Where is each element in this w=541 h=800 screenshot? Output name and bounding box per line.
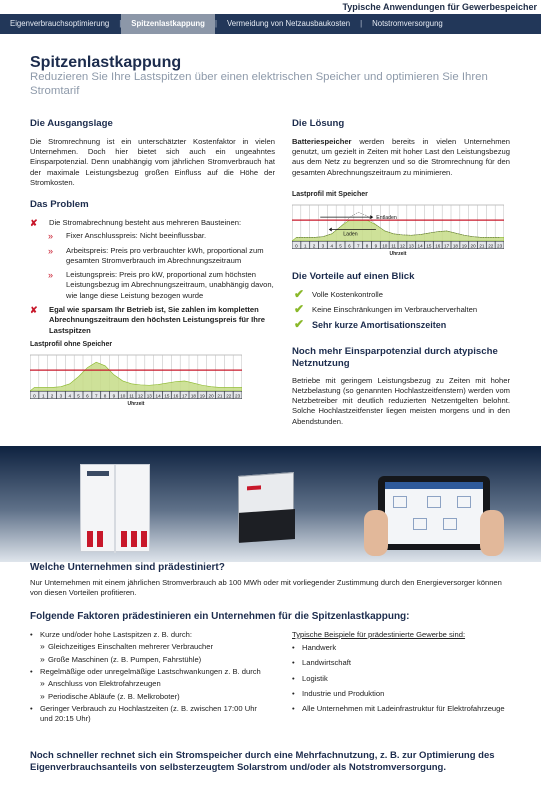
factor-item: • Regelmäßige oder unregelmäßige Lastschwankungen z. B. durch bbox=[30, 667, 270, 677]
tick-label: 15 bbox=[164, 393, 170, 399]
tick-label: 23 bbox=[497, 243, 503, 249]
example-item: • Handwerk bbox=[292, 643, 512, 653]
tick-label: 21 bbox=[217, 393, 223, 399]
tab-notstrom[interactable]: Notstromversorgung bbox=[372, 19, 443, 28]
tick-label: 14 bbox=[417, 243, 423, 249]
double-chevron-icon: » bbox=[48, 270, 54, 281]
tick-label: 6 bbox=[348, 243, 351, 249]
tick-label: 13 bbox=[146, 393, 152, 399]
inverter-image bbox=[238, 472, 294, 542]
factor-subitem: » Große Maschinen (z. B. Pumpen, Fahrstühle) bbox=[40, 653, 202, 664]
vorteil-item: ✔ Sehr kurze Amortisationszeiten bbox=[294, 316, 447, 331]
tick-label: 17 bbox=[182, 393, 188, 399]
tick-label: 2 bbox=[50, 393, 54, 399]
tick-label: 2 bbox=[312, 243, 316, 249]
check-icon: ✔ bbox=[294, 286, 305, 301]
nav-separator: | bbox=[214, 18, 217, 28]
tick-label: 17 bbox=[444, 243, 450, 249]
tick-label: 10 bbox=[120, 393, 126, 399]
tick-label: 18 bbox=[452, 243, 458, 249]
tick-label: 4 bbox=[330, 243, 334, 249]
nav-separator: | bbox=[360, 18, 363, 28]
factor-subitem: » Periodische Abläufe (z. B. Melkroboter) bbox=[40, 690, 180, 701]
tick-label: 18 bbox=[190, 393, 196, 399]
tab-spitzenlast[interactable]: Spitzenlastkappung bbox=[121, 14, 215, 34]
right-column bbox=[292, 118, 510, 427]
tick-label: 3 bbox=[59, 393, 63, 399]
problem-heading: Das Problem bbox=[30, 199, 89, 211]
vorteil-item: ✔ Volle Kostenkontrolle bbox=[294, 286, 383, 301]
check-icon: ✔ bbox=[294, 316, 305, 331]
tab-eigenverbrauch[interactable]: Eigenverbrauchsoptimierung bbox=[10, 19, 110, 28]
tick-label: 1 bbox=[303, 243, 307, 249]
problem-conclusion: ✘ Egal wie sparsam Ihr Betrieb ist, Sie zahlen im kompletten Abrechnungszeitraum den höchsten Leistungspreis für Ihre Lastspitzen bbox=[30, 305, 266, 335]
tick-label: 1 bbox=[41, 393, 45, 399]
left-column bbox=[30, 118, 275, 415]
chart1-title: Lastprofil ohne Speicher bbox=[30, 341, 113, 348]
problem-item: » Leistungspreis: Preis pro kW, proportional zum höchsten Leistungsbezug im Abrechnungszeitraum, unabhängig davon, wie lange diese Leistung bezogen wurde bbox=[48, 270, 274, 300]
tick-label: 19 bbox=[199, 393, 205, 399]
product-band bbox=[0, 446, 541, 562]
load-profile-chart-with-storage bbox=[292, 199, 504, 261]
tick-label: 12 bbox=[399, 243, 405, 249]
faktoren-heading: Folgende Faktoren prädestinieren ein Unternehmen für die Spitzenlastkappung: bbox=[30, 611, 410, 622]
x-axis-label: Uhrzeit bbox=[127, 401, 145, 408]
praedestiniert-text: Nur Unternehmen mit einem jährlichen Stromverbrauch ab 100 MWh oder mit vorliegender Zustimmung durch den Energieversorger können von diesen Vorteilen profitieren. bbox=[30, 578, 502, 598]
tick-label: 4 bbox=[68, 393, 72, 399]
netznutzung-heading: Noch mehr Einsparpotenzial durch atypische Netznutzung bbox=[292, 345, 498, 369]
cross-icon: ✘ bbox=[30, 217, 38, 228]
loesung-heading: Die Lösung bbox=[292, 118, 345, 129]
netznutzung-text: Betriebe mit geringem Leistungsbezug zu Zeiten mit hoher Netzbelastung (so genannten Hochlastzeitfenstern) werden vom Netzbetreiber mit deutlich reduzierten Netzentgelten belohnt. Solche Hochlastzeitfenster liegen meisten morgens und in den Abendstunden. bbox=[292, 375, 510, 426]
tick-label: 15 bbox=[426, 243, 432, 249]
tab-netzausbau[interactable]: Vermeidung von Netzausbaukosten bbox=[226, 19, 351, 28]
example-item: • Alle Unternehmen mit Ladeinfrastruktur für Elektrofahrzeuge bbox=[292, 704, 512, 714]
double-chevron-icon: » bbox=[48, 231, 54, 242]
header-title: Typische Anwendungen für Gewerbespeicher bbox=[342, 2, 537, 12]
hand-right-image bbox=[480, 510, 504, 556]
tick-label: 5 bbox=[339, 243, 342, 249]
example-item: • Landwirtschaft bbox=[292, 658, 512, 668]
problem-item: » Arbeitspreis: Preis pro verbrauchter kWh, proportional zum gesamten Stromverbrauch im Abrechnungszeitraum bbox=[48, 245, 264, 265]
check-icon: ✔ bbox=[294, 301, 305, 316]
tick-label: 22 bbox=[488, 243, 494, 249]
tick-label: 16 bbox=[435, 243, 441, 249]
tick-label: 10 bbox=[382, 243, 388, 249]
top-nav bbox=[0, 14, 541, 34]
faktoren-left bbox=[30, 630, 270, 727]
tick-label: 11 bbox=[129, 393, 134, 399]
double-chevron-icon: » bbox=[48, 245, 54, 256]
tablet-image bbox=[378, 476, 490, 550]
tick-label: 7 bbox=[356, 243, 360, 249]
cross-icon: ✘ bbox=[30, 305, 38, 316]
faktoren-right bbox=[292, 630, 512, 717]
page-title: Spitzenlastkappung bbox=[30, 54, 182, 71]
example-item: • Industrie und Produktion bbox=[292, 689, 512, 699]
factor-subitem: » Gleichzeitiges Einschalten mehrerer Verbraucher bbox=[40, 641, 214, 652]
storage-cabinet-image bbox=[80, 464, 150, 552]
factor-subitem: » Anschluss von Elektrofahrzeugen bbox=[40, 678, 161, 689]
examples-heading: Typische Beispiele für prädestinierte Gewerbe sind: bbox=[292, 630, 466, 639]
factor-item: • Kurze und/oder hohe Lastspitzen z. B. durch: bbox=[30, 630, 270, 640]
tick-label: 16 bbox=[173, 393, 179, 399]
closing-statement: Noch schneller rechnet sich ein Stromspeicher durch eine Mehrfachnutzung, z. B. zur Optimierung des Eigenverbrauchsanteils von selbsterzeugtem Solarstrom und/oder als Notstromversorgung. bbox=[30, 750, 495, 774]
hand-left-image bbox=[364, 510, 388, 556]
tick-label: 3 bbox=[321, 243, 325, 249]
tick-label: 6 bbox=[86, 393, 89, 399]
tick-label: 0 bbox=[295, 243, 298, 249]
tick-label: 20 bbox=[208, 393, 214, 399]
tick-label: 8 bbox=[103, 393, 107, 399]
x-axis-label: Uhrzeit bbox=[389, 251, 407, 258]
tick-label: 19 bbox=[461, 243, 467, 249]
chart2-title: Lastprofil mit Speicher bbox=[292, 190, 368, 198]
tick-label: 9 bbox=[112, 393, 116, 399]
ausgangslage-text: Die Stromrechnung ist ein unterschätzter Kostenfaktor in vielen Unternehmen. Doch hier bietet sich auch ein ungeahntes Einsparpotenzial. Denn unabhängig vom jährlichen Stromverbrauch hat der maximale Leistungsbezug großen Einfluss auf die Höhe der Stromkosten. bbox=[30, 136, 275, 187]
problem-intro: ✘ Die Stromabrechnung besteht aus mehreren Bausteinen: bbox=[30, 217, 242, 228]
problem-item: » Fixer Anschlusspreis: Nicht beeinflussbar. bbox=[48, 231, 207, 242]
ausgangslage-heading: Die Ausgangslage bbox=[30, 118, 113, 129]
page-subtitle: Reduzieren Sie Ihre Lastspitzen über einen elektrischen Speicher und optimieren Sie Ihren Stromtarif bbox=[30, 71, 488, 97]
tick-label: 22 bbox=[226, 393, 232, 399]
example-item: • Logistik bbox=[292, 674, 512, 684]
annotation-entladen: Entladen bbox=[376, 215, 397, 222]
tick-label: 13 bbox=[408, 243, 414, 249]
tick-label: 12 bbox=[137, 393, 143, 399]
nav-separator: | bbox=[119, 18, 122, 28]
praedestiniert-heading: Welche Unternehmen sind prädestiniert? bbox=[30, 562, 225, 573]
factor-item: • Geringer Verbrauch zu Hochlastzeiten (z. B. zwischen 17:00 Uhr und 20:15 Uhr) bbox=[30, 704, 270, 725]
tick-label: 8 bbox=[365, 243, 369, 249]
tick-label: 7 bbox=[94, 393, 98, 399]
tick-label: 23 bbox=[235, 393, 241, 399]
tick-label: 0 bbox=[33, 393, 36, 399]
load-profile-chart-without-storage bbox=[30, 349, 242, 411]
tick-label: 20 bbox=[470, 243, 476, 249]
tick-label: 14 bbox=[155, 393, 161, 399]
vorteile-heading: Die Vorteile auf einen Blick bbox=[292, 270, 415, 282]
tick-label: 9 bbox=[374, 243, 378, 249]
loesung-text: Batteriespeicher werden bereits in vielen Unternehmen genutzt, um gezielt in Zeiten mit hoher Last den Leistungsbezug aus dem Netz zu begrenzen und so die Stromrechnung für den gesamten Abrechnungszeitraum zu minimieren. bbox=[292, 136, 510, 177]
annotation-laden: Laden bbox=[343, 231, 358, 238]
tick-label: 5 bbox=[77, 393, 80, 399]
vorteil-item: ✔ Keine Einschränkungen im Verbraucherverhalten bbox=[294, 301, 478, 316]
tick-label: 11 bbox=[391, 243, 396, 249]
tick-label: 21 bbox=[479, 243, 485, 249]
